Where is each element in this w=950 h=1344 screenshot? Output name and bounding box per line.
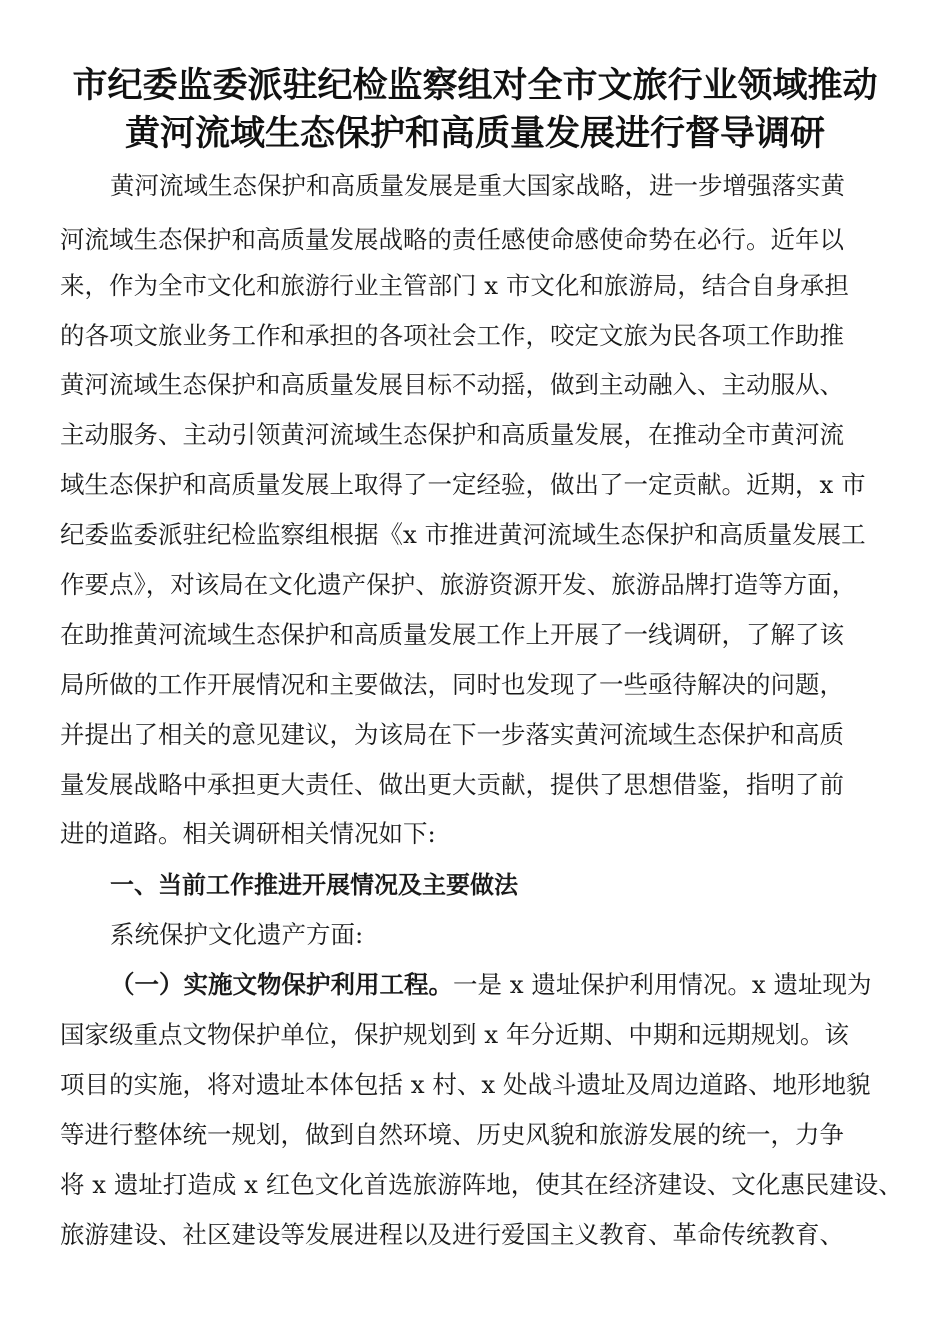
paragraph-line: 量发展战略中承担更大责任、做出更大贡献，提供了思想借鉴，指明了前 <box>60 770 844 799</box>
section-heading: 一、当前工作推进开展情况及主要做法 <box>110 871 518 899</box>
paragraph-line: 并提出了相关的意见建议，为该局在下一步落实黄河流域生态保护和高质 <box>60 720 844 749</box>
paragraph-line: 河流域生态保护和高质量发展战略的责任感使命感使命势在必行。近年以 <box>60 225 844 254</box>
paragraph-line: 国家级重点文物保护单位，保护规划到 x 年分近期、中期和远期规划。该 <box>60 1020 849 1049</box>
paragraph-line: 黄河流域生态保护和高质量发展是重大国家战略，进一步增强落实黄 <box>110 171 845 200</box>
paragraph-line: 的各项文旅业务工作和承担的各项社会工作，咬定文旅为民各项工作助推 <box>60 321 844 350</box>
document-title-line-2: 黄河流域生态保护和高质量发展进行督导调研 <box>124 113 825 154</box>
item-1-lead: 一是 x 遗址保护利用情况。x 遗址现为 <box>453 970 872 999</box>
paragraph-line: 局所做的工作开展情况和主要做法，同时也发现了一些亟待解决的问题， <box>60 670 844 699</box>
paragraph-line: 进的道路。相关调研相关情况如下: <box>60 819 436 848</box>
paragraph-line: 主动服务、主动引领黄河流域生态保护和高质量发展，在推动全市黄河流 <box>60 420 844 449</box>
document-title-line-1: 市纪委监委派驻纪检监察组对全市文旅行业领域推动 <box>72 65 878 106</box>
paragraph-line: 纪委监委派驻纪检监察组根据《x 市推进黄河流域生态保护和高质量发展工 <box>60 520 866 549</box>
paragraph-line: 来，作为全市文化和旅游行业主管部门 x 市文化和旅游局，结合自身承担 <box>60 271 849 300</box>
paragraph-line: 等进行整体统一规划，做到自然环境、历史风貌和旅游发展的统一，力争 <box>60 1120 844 1149</box>
item-1-heading: （一）实施文物保护利用工程。 <box>110 970 453 999</box>
item-1-first-line <box>110 969 872 1001</box>
subsection-label: 系统保护文化遗产方面: <box>110 920 364 949</box>
paragraph-line: 在助推黄河流域生态保护和高质量发展工作上开展了一线调研，了解了该 <box>60 620 844 649</box>
paragraph-line: 域生态保护和高质量发展上取得了一定经验，做出了一定贡献。近期，x 市 <box>60 470 866 499</box>
paragraph-line: 黄河流域生态保护和高质量发展目标不动摇，做到主动融入、主动服从、 <box>60 370 844 399</box>
paragraph-line: 项目的实施，将对遗址本体包括 x 村、x 处战斗遗址及周边道路、地形地貌 <box>60 1070 871 1099</box>
paragraph-line: 作要点》，对该局在文化遗产保护、旅游资源开发、旅游品牌打造等方面， <box>60 570 857 599</box>
paragraph-line: 将 x 遗址打造成 x 红色文化首选旅游阵地，使其在经济建设、文化惠民建设、 <box>60 1170 903 1199</box>
paragraph-line: 旅游建设、社区建设等发展进程以及进行爱国主义教育、革命传统教育、 <box>60 1220 844 1249</box>
